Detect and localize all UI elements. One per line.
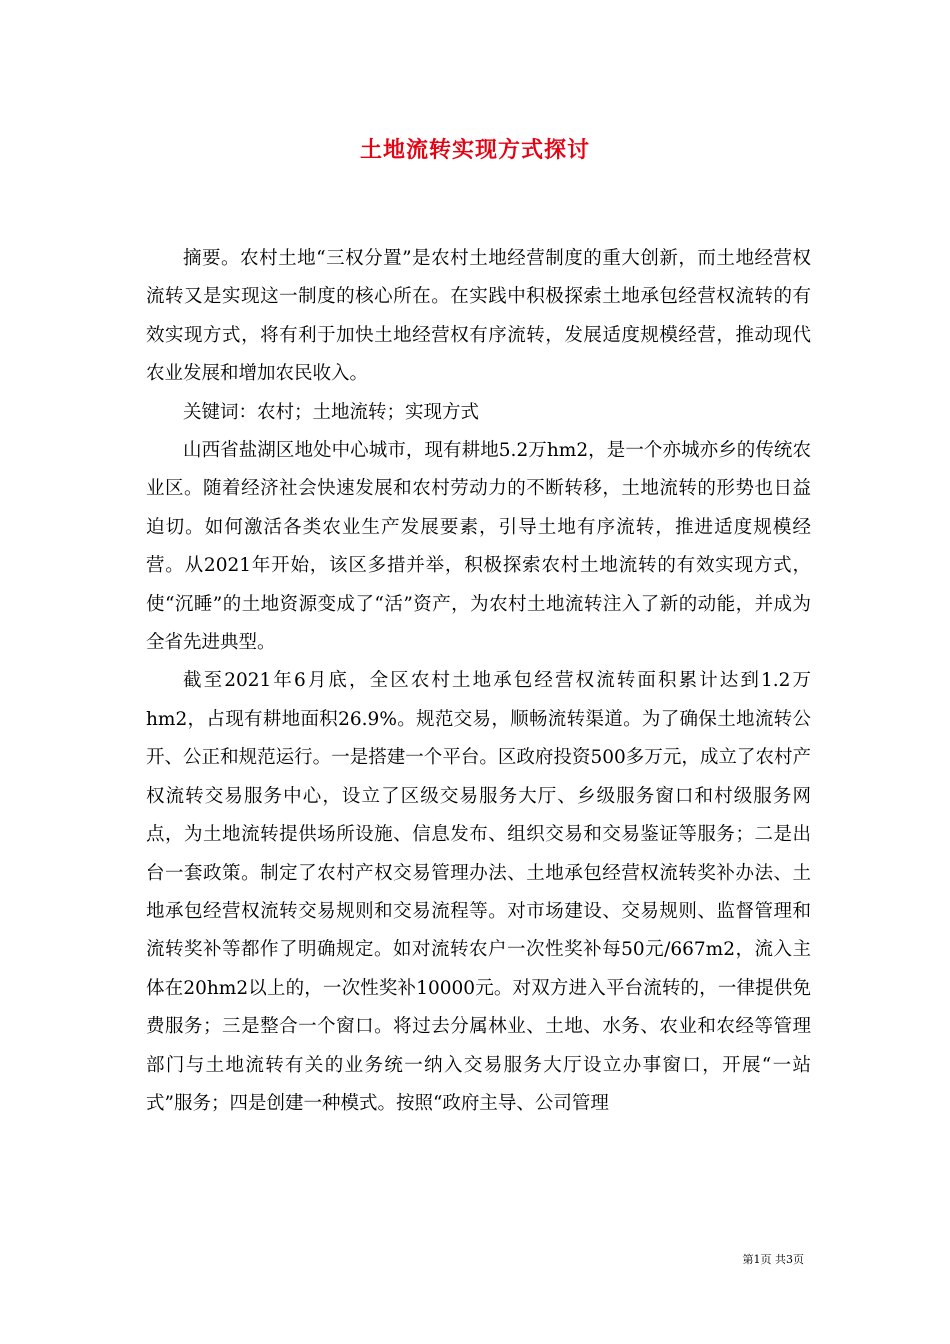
page-number: 第1页 共3页 [742, 1253, 804, 1266]
keywords-paragraph: 关键词：农村；土地流转；实现方式 [183, 401, 480, 423]
body-paragraph: 山西省盐湖区地处中心城市，现有耕地5.2万hm2，是一个亦城亦乡的传统农业区。随着经济社会快速发展和农村劳动力的不断转移，土地流转的形势也日益迫切。如何激活各类农业生产发展要素，引导土地有序流转，推进适度规模经营。从2021年开始，该区多措并举，积极探索农村土地流转的有效实现方式，使“沉睡”的土地资源变成了“活”资产，为农村土地流转注入了新的动能，并成为全省先进典型。 [146, 440, 811, 654]
document-title: 土地流转实现方式探讨 [359, 137, 590, 163]
abstract-paragraph: 摘要。农村土地“三权分置”是农村土地经营制度的重大创新，而土地经营权流转又是实现这一制度的核心所在。在实践中积极探索土地承包经营权流转的有效实现方式，将有利于加快土地经营权有序流转，发展适度规模经营，推动现代农业发展和增加农民收入。 [146, 248, 811, 385]
document-body [146, 240, 811, 1123]
body-paragraph: 截至2021年6月底，全区农村土地承包经营权流转面积累计达到1.2万hm2，占现有耕地面积26.9%。规范交易，顺畅流转渠道。为了确保土地流转公开、公正和规范运行。一是搭建一个平台。区政府投资500多万元，成立了农村产权流转交易服务中心，设立了区级交易服务大厅、乡级服务窗口和村级服务网点，为土地流转提供场所设施、信息发布、组织交易和交易鉴证等服务；二是出台一套政策。制定了农村产权交易管理办法、土地承包经营权流转奖补办法、土地承包经营权流转交易规则和交易流程等。对市场建设、交易规则、监督管理和流转奖补等都作了明确规定。如对流转农户一次性奖补每50元/667m2，流入主体在20hm2以上的，一次性奖补10000元。对双方进入平台流转的，一律提供免费服务；三是整合一个窗口。将过去分属林业、土地、水务、农业和农经等管理部门与土地流转有关的业务统一纳入交易服务大厅设立办事窗口，开展“一站式”服务；四是创建一种模式。按照“政府主导、公司管理 [146, 670, 811, 1114]
